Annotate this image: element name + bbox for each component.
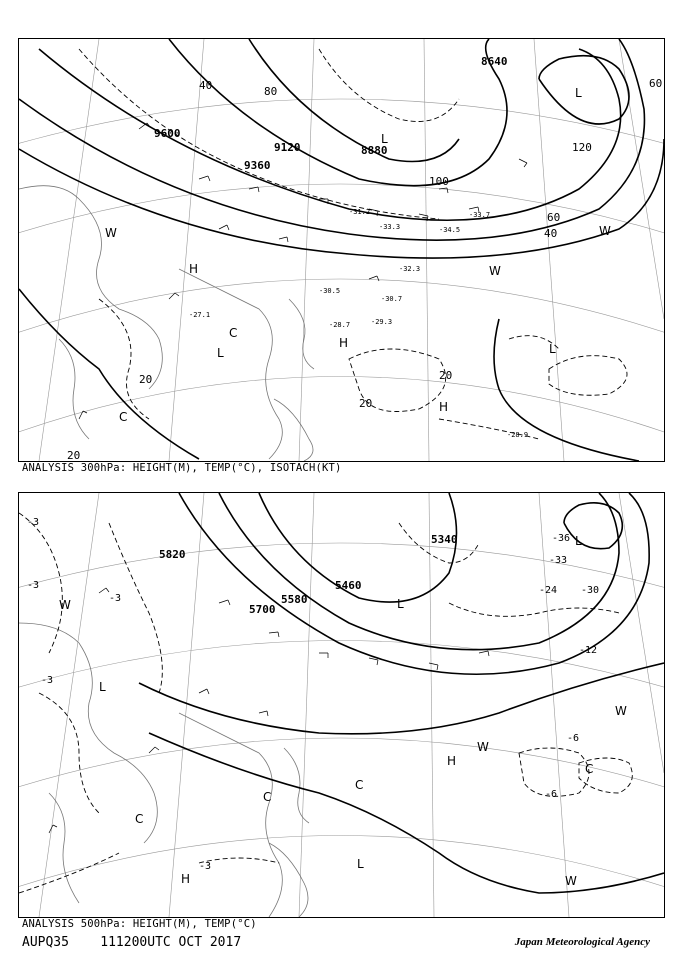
temp-label: -6 [545,789,558,800]
warm-center: W [105,226,117,240]
temp-label: -28.7 [329,321,351,329]
warm-center: W [477,740,489,754]
isotach-contours [79,49,627,439]
height-label: 5340 [431,533,458,546]
cold-center: C [355,778,364,792]
isotach-label: 20 [139,373,153,386]
chart-caption-300hpa: ANALYSIS 300hPa: HEIGHT(M), TEMP(°C), ISOTACH(KT) [22,462,342,474]
height-label: 5700 [249,603,276,616]
cold-center: C [585,762,594,776]
warm-center: W [565,874,577,888]
temp-label: -6 [567,733,580,744]
temp-label: -33.3 [379,223,401,231]
high-center: H [439,400,449,414]
high-center: H [189,262,199,276]
temp-label: -33.7 [469,211,491,219]
temp-contours [19,513,632,893]
map-500hpa [19,493,664,917]
map-panel-300hpa [18,38,665,462]
low-center: L [549,342,556,356]
height-label: 9600 [154,127,181,140]
height-label: 5460 [335,579,362,592]
temp-label: -3 [41,675,54,686]
height-contours [19,39,664,461]
warm-center: W [615,704,627,718]
isotach-label: 20 [359,397,373,410]
height-label: 8640 [481,55,508,68]
isotach-label: 60 [649,77,663,90]
cold-center: C [229,326,238,340]
graticule [19,493,664,917]
isotach-label: 100 [429,175,449,188]
temp-label: -36 [552,533,571,544]
temp-label: -32.3 [399,265,421,273]
graticule [19,39,664,461]
temp-label: -28.9 [507,431,529,439]
map-300hpa [19,39,664,461]
high-center: H [181,872,191,886]
height-label: 9120 [274,141,301,154]
cold-center: C [263,790,272,804]
warm-center: W [59,598,71,612]
high-center: H [447,754,457,768]
temp-label: -3 [109,593,122,604]
temp-label: -3 [27,517,40,528]
warm-center: W [489,264,501,278]
height-label: 9360 [244,159,271,172]
isotach-label: 20 [439,369,453,382]
temp-label: -3 [199,861,212,872]
height-label: 5820 [159,548,186,561]
temp-label: -30.5 [319,287,341,295]
warm-center: W [599,224,611,238]
temp-label: -27.1 [189,311,211,319]
height-label: 5580 [281,593,308,606]
temp-label: -3 [27,580,40,591]
isotach-label: 80 [264,85,278,98]
chart-caption-500hpa: ANALYSIS 500hPa: HEIGHT(M), TEMP(°C) [22,918,257,930]
low-center: L [217,346,224,360]
map-panel-500hpa [18,492,665,918]
temp-label: -24 [539,585,558,596]
temp-label: -34.5 [439,226,461,234]
coastline [19,623,309,917]
cold-center: C [135,812,144,826]
isotach-label: 20 [67,449,81,461]
low-center: L [357,857,364,871]
temp-label: -12 [579,645,598,656]
temp-label: -29.3 [371,318,393,326]
temp-label: -30.7 [381,295,403,303]
cold-center: C [119,410,128,424]
low-center: L [381,132,388,146]
low-center: L [575,86,582,100]
low-center: L [99,680,106,694]
isotach-label: 60 [547,211,561,224]
temp-label: -30 [581,585,600,596]
isotach-label: 40 [544,227,558,240]
isotach-label: 40 [199,79,213,92]
chart-code: AUPQ35 [22,935,69,950]
chart-id-footer [22,935,241,950]
isotach-label: 120 [572,141,592,154]
low-center: L [575,534,582,548]
agency-name: Japan Meteorological Agency [514,936,650,948]
temp-label: -33 [549,555,568,566]
height-label: 8880 [361,144,388,157]
temp-label: -31.2 [349,208,371,216]
coastline [19,186,314,461]
low-center: L [397,597,404,611]
high-center: H [339,336,349,350]
height-contours [139,493,664,893]
valid-datetime: 111200UTC OCT 2017 [100,935,242,950]
